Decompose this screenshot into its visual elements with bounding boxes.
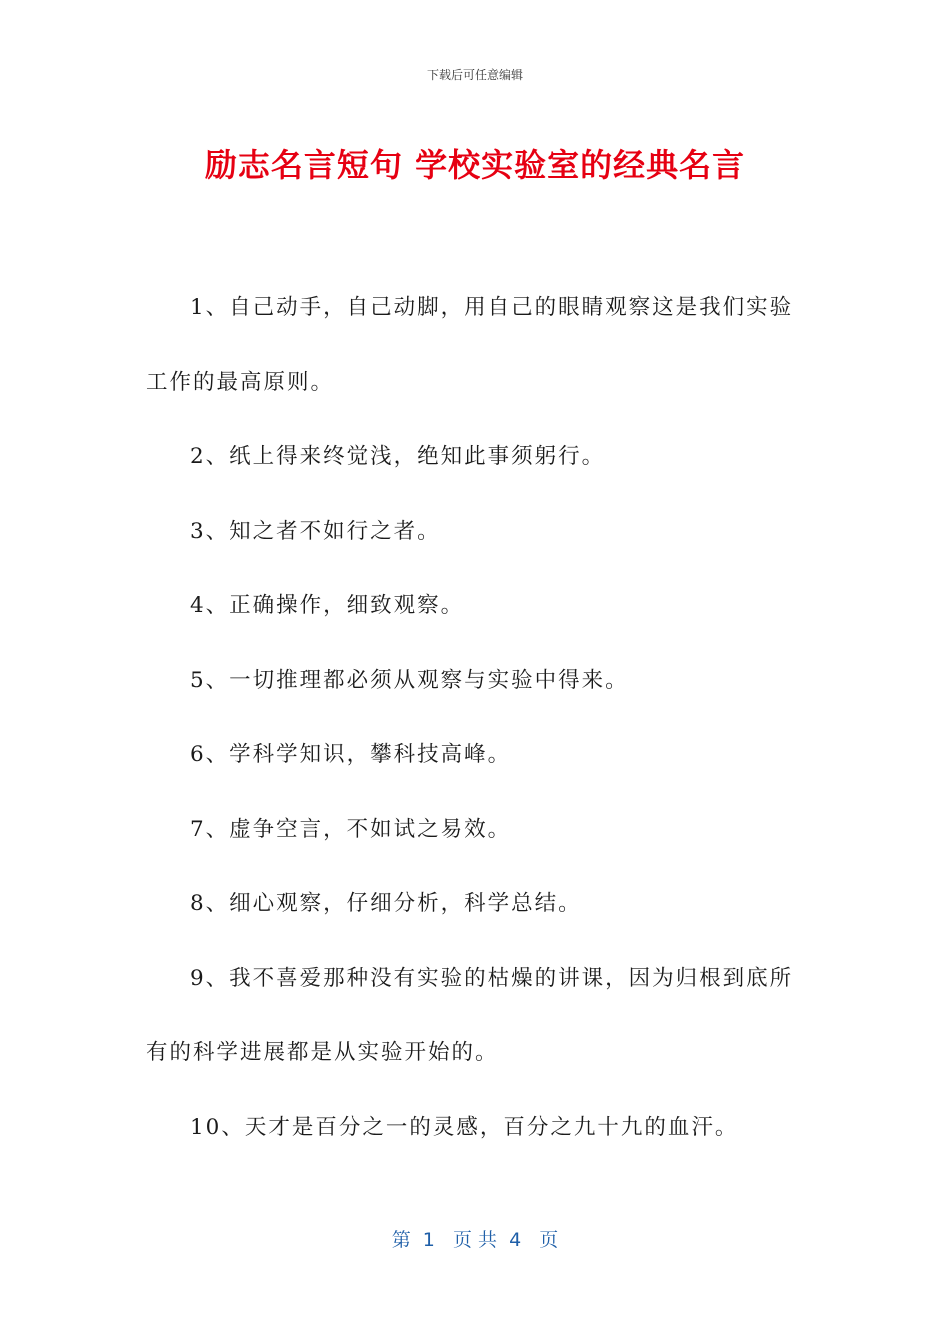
- quote-item-2: 2、纸上得来终觉浅，绝知此事须躬行。: [190, 444, 606, 469]
- quote-item-3: 3、知之者不如行之者。: [190, 518, 441, 544]
- quote-item-7: 7、虚争空言，不如试之易效。: [190, 816, 512, 842]
- page-title: 励志名言短句 学校实验室的经典名言: [204, 146, 746, 184]
- quote-item-10: 10、天才是百分之一的灵感，百分之九十九的血汗。: [190, 1114, 739, 1140]
- quote-item-4: 4、正确操作，细致观察。: [190, 593, 465, 618]
- quote-item-1: 1、自己动手，自己动脚，用自己的眼睛观察这是我们实验工作的最高原则。: [146, 295, 794, 395]
- quote-item-5: 5、一切推理都必须从观察与实验中得来。: [190, 667, 629, 693]
- quote-item-6: 6、学科学知识，攀科技高峰。: [190, 742, 512, 767]
- quote-list: [146, 271, 806, 1165]
- quote-item-9: 9、我不喜爱那种没有实验的枯燥的讲课，因为归根到底所有的科学进展都是从实验开始的。: [146, 965, 794, 1065]
- page-footer: 第 1 页 共 4 页: [391, 1229, 559, 1251]
- quote-item-8: 8、细心观察，仔细分析，科学总结。: [190, 891, 582, 916]
- header-note: 下载后可任意编辑: [426, 68, 523, 82]
